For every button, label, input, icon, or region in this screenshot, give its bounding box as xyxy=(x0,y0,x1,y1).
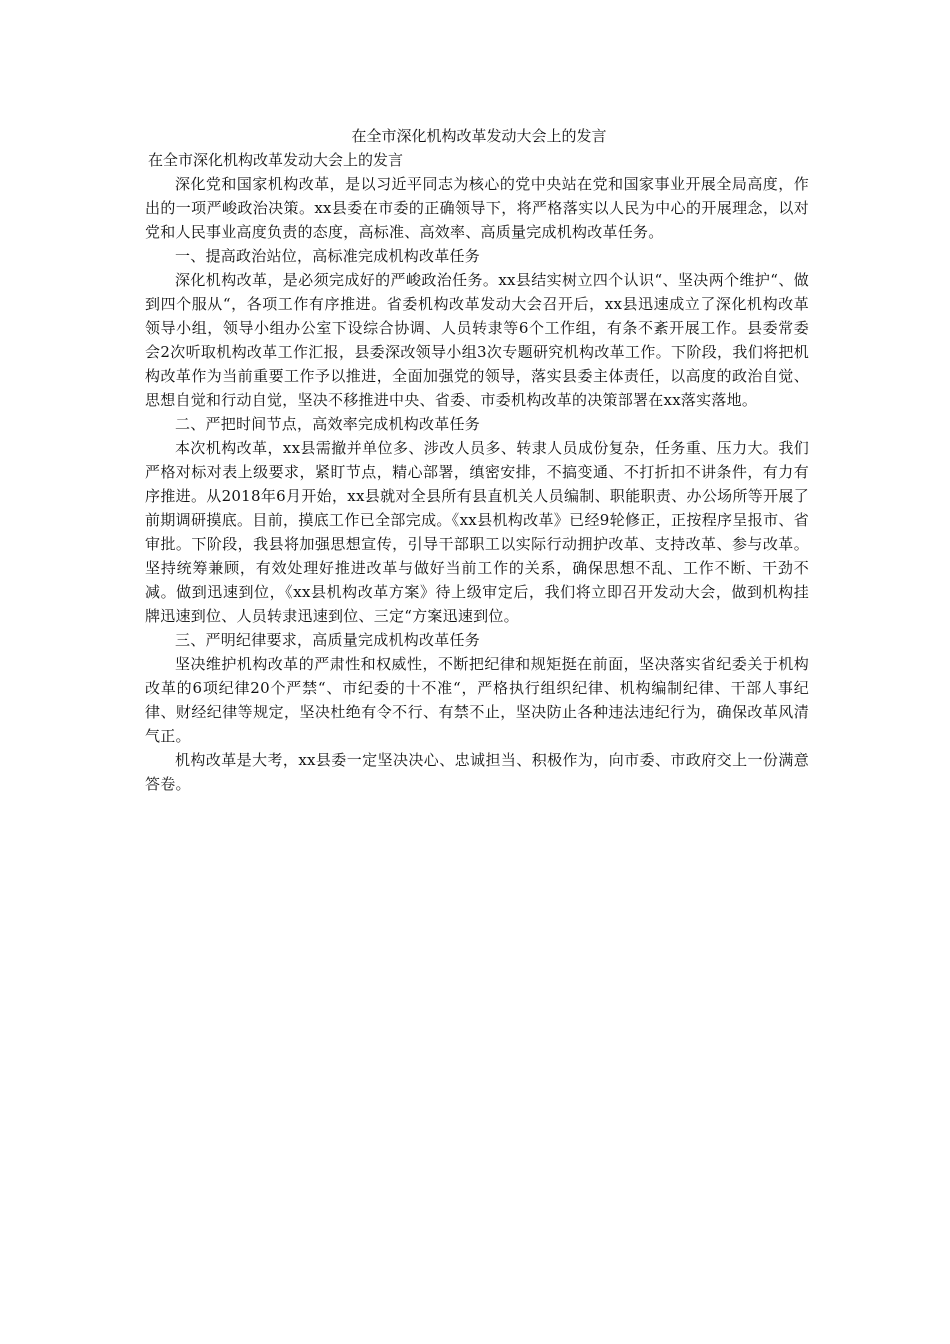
document-title: 在全市深化机构改革发动大会上的发言 xyxy=(351,127,607,145)
document-page xyxy=(145,124,809,796)
section-2-paragraph: 本次机构改革，xx县需撤并单位多、涉改人员多、转隶人员成份复杂，任务重、压力大。我们严格对标对表上级要求，紧盯节点，精心部署，缜密安排，不搞变通、不打折扣不讲条件，有力有序推进。从2018年6月开始，xx县就对全县所有县直机关人员编制、职能职责、办公场所等开展了前期调研摸底。目前，摸底工作已全部完成。《xx县机构改革》已经9轮修正，正按程序呈报市、省审批。下阶段，我县将加强思想宣传，引导干部职工以实际行动拥护改革、支持改革、参与改革。坚持统筹兼顾，有效处理好推进改革与做好当前工作的关系，确保思想不乱、工作不断、干劲不减。做到迅速到位，《xx县机构改革方案》待上级审定后，我们将立即召开发动大会，做到机构挂牌迅速到位、人员转隶迅速到位、三定“方案迅速到位。 xyxy=(145,439,809,625)
intro-paragraph: 深化党和国家机构改革，是以习近平同志为核心的党中央站在党和国家事业开展全局高度，作出的一项严峻政治决策。xx县委在市委的正确领导下，将严格落实以人民为中心的开展理念，以对党和人民事业高度负责的态度，高标准、高效率、高质量完成机构改革任务。 xyxy=(145,175,809,241)
section-1-heading: 一、提高政治站位，高标准完成机构改革任务 xyxy=(175,247,481,265)
section-2-heading: 二、严把时间节点，高效率完成机构改革任务 xyxy=(175,415,481,433)
closing-paragraph: 机构改革是大考，xx县委一定坚决决心、忠诚担当、积极作为，向市委、市政府交上一份满意答卷。 xyxy=(145,751,809,793)
section-3-heading: 三、严明纪律要求，高质量完成机构改革任务 xyxy=(175,631,481,649)
section-1-paragraph: 深化机构改革，是必须完成好的严峻政治任务。xx县结实树立四个认识“、坚决两个维护“、做到四个服从“，各项工作有序推进。省委机构改革发动大会召开后，xx县迅速成立了深化机构改革领导小组，领导小组办公室下设综合协调、人员转隶等6个工作组，有条不紊开展工作。县委常委会2次听取机构改革工作汇报，县委深改领导小组3次专题研究机构改革工作。下阶段，我们将把机构改革作为当前重要工作予以推进，全面加强党的领导，落实县委主体责任，以高度的政治自觉、思想自觉和行动自觉，坚决不移推进中央、省委、市委机构改革的决策部署在xx落实落地。 xyxy=(145,271,809,409)
document-subtitle: 在全市深化机构改革发动大会上的发言 xyxy=(148,151,404,169)
section-3-paragraph: 坚决维护机构改革的严肃性和权威性，不断把纪律和规矩挺在前面，坚决落实省纪委关于机构改革的6项纪律20个严禁“、市纪委的十不准“，严格执行组织纪律、机构编制纪律、干部人事纪律、财经纪律等规定，坚决杜绝有令不行、有禁不止，坚决防止各种违法违纪行为，确保改革风清气正。 xyxy=(145,655,809,745)
